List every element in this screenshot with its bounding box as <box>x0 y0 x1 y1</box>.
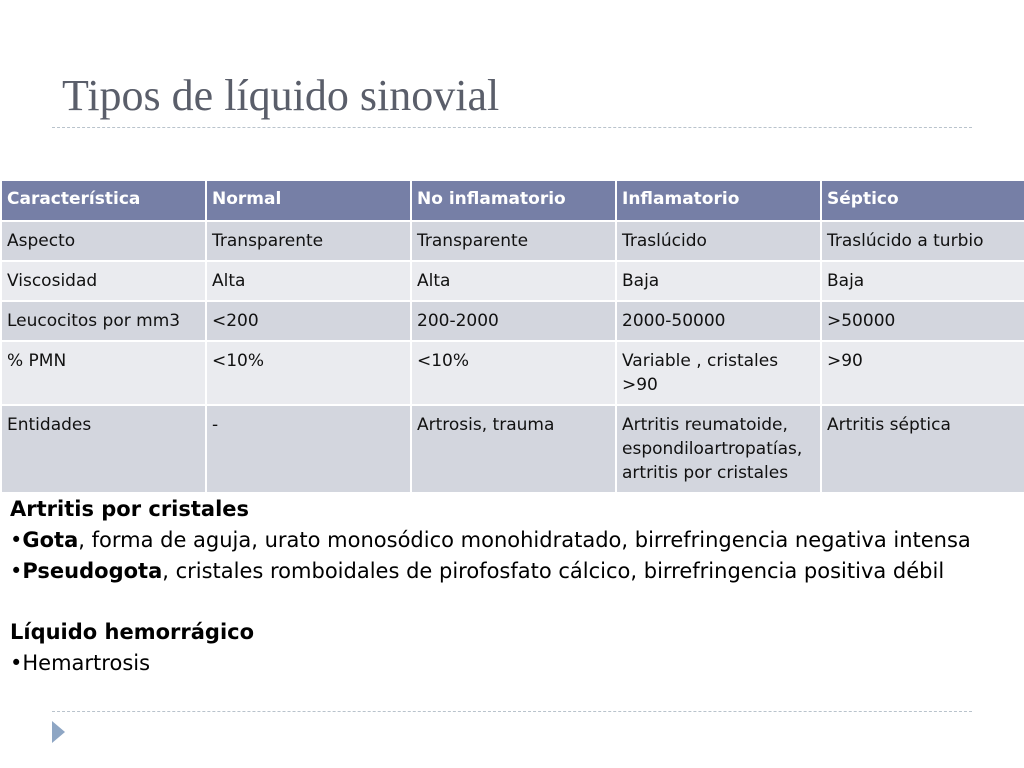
gota-text: , forma de aguja, urato monosódico monohidratado, birrefringencia negativa intensa <box>78 528 971 552</box>
pseudogota-term: Pseudogota <box>22 559 163 583</box>
synovial-fluid-table <box>0 179 1024 494</box>
crystals-heading: Artritis por cristales <box>10 497 250 521</box>
table-cell: Baja <box>616 261 821 301</box>
table-cell: Transparente <box>411 221 616 261</box>
table-cell: Traslúcido <box>616 221 821 261</box>
table-cell: Baja <box>821 261 1024 301</box>
table-row <box>1 221 1024 261</box>
table-cell: Artrosis, trauma <box>411 405 616 493</box>
table-cell: Entidades <box>1 405 206 493</box>
table-row <box>1 261 1024 301</box>
table-cell: <200 <box>206 301 411 341</box>
table-header-row <box>1 180 1024 221</box>
table-header-cell: Séptico <box>821 180 1024 221</box>
table-cell: 200-2000 <box>411 301 616 341</box>
table-row <box>1 341 1024 405</box>
table-header-cell: Normal <box>206 180 411 221</box>
table-cell: Variable , cristales >90 <box>616 341 821 405</box>
slide-title: Tipos de líquido sinovial <box>62 71 500 120</box>
pseudogota-text: , cristales romboidales de pirofosfato cálcico, birrefringencia positiva débil <box>162 559 945 583</box>
footer-divider <box>52 711 972 712</box>
table-cell: Artritis reumatoide, espondiloartropatías, artritis por cristales <box>616 405 821 493</box>
table-cell: Leucocitos por mm3 <box>1 301 206 341</box>
bullet: • <box>10 651 23 675</box>
table-cell: - <box>206 405 411 493</box>
table-cell: <10% <box>206 341 411 405</box>
hemartrosis-line <box>10 648 971 679</box>
table-cell: >50000 <box>821 301 1024 341</box>
table-cell: Alta <box>411 261 616 301</box>
pseudogota-line <box>10 556 971 587</box>
table-cell: % PMN <box>1 341 206 405</box>
table-cell: Aspecto <box>1 221 206 261</box>
table-row <box>1 301 1024 341</box>
hemorrhagic-heading: Líquido hemorrágico <box>10 620 255 644</box>
table-cell: <10% <box>411 341 616 405</box>
table-cell: Viscosidad <box>1 261 206 301</box>
bullet: • <box>10 559 23 583</box>
bullet: • <box>10 528 23 552</box>
table-cell: Alta <box>206 261 411 301</box>
notes-section <box>10 494 971 679</box>
title-divider <box>52 127 972 128</box>
table-cell: >90 <box>821 341 1024 405</box>
gota-line <box>10 525 971 556</box>
table-cell: 2000-50000 <box>616 301 821 341</box>
table-cell: Artritis séptica <box>821 405 1024 493</box>
hemartrosis-text: Hemartrosis <box>22 651 151 675</box>
gota-term: Gota <box>22 528 79 552</box>
table-row <box>1 405 1024 493</box>
table-header-cell: No inflamatorio <box>411 180 616 221</box>
table-cell: Transparente <box>206 221 411 261</box>
table-header-cell: Inflamatorio <box>616 180 821 221</box>
triangle-right-icon <box>52 721 65 743</box>
table-cell: Traslúcido a turbio <box>821 221 1024 261</box>
spacer <box>10 587 971 617</box>
table-header-cell: Característica <box>1 180 206 221</box>
